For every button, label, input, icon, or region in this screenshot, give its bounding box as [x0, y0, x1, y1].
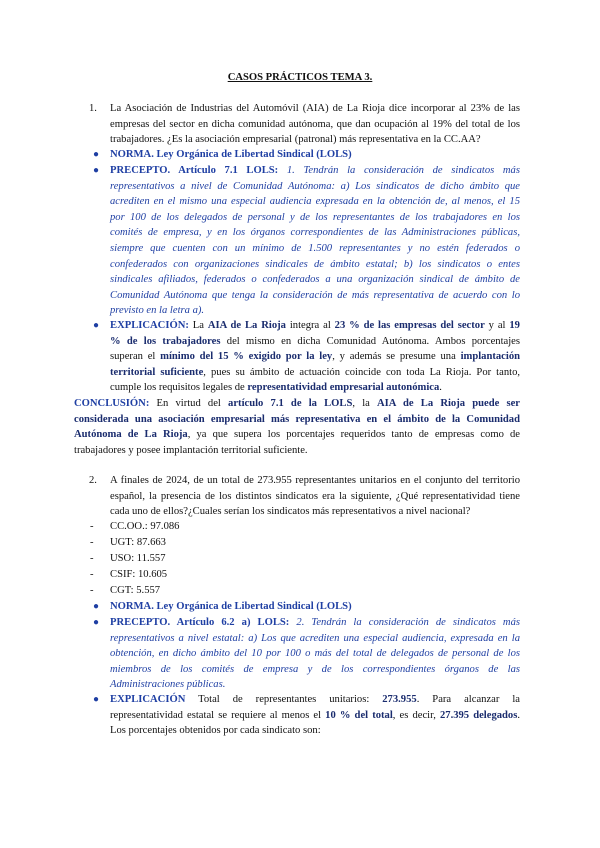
case2-precepto-label: PRECEPTO. Artículo 6.2 a) LOLS:: [110, 617, 290, 628]
case1-statement-line: empresas del sector en dicha comunidad autónoma, que dan ocupación al 19% del total de los: [110, 118, 520, 130]
text-run: artículo 7.1 de la LOLS: [228, 398, 353, 409]
text-run: 23 % de las empresas del sector: [334, 320, 485, 331]
case1-statement-line: La Asociación de Industrias del Automóvil (AIA) de La Rioja dice incorporar al 23% de las: [110, 103, 520, 114]
union-item: CGT: 5.557: [110, 585, 161, 596]
case1-precepto: [110, 163, 520, 319]
text-run: Total de representantes unitarios:: [198, 694, 370, 705]
text-run: cumple los requisitos legales de: [110, 382, 245, 394]
text-run: Los porcentajes obtenidos por cada sindicato son:: [110, 725, 321, 737]
text-run: , pues su ámbito de actuación coincide con toda La Rioja. Por tanto,: [203, 366, 521, 378]
text-run: .: [517, 709, 520, 721]
dash-icon: -: [90, 569, 94, 580]
case2-precepto-line: 2. Tendrán la consideración de sindicatos más: [296, 617, 520, 628]
bullet-icon: ●: [92, 165, 100, 176]
text-run: AIA de La Rioja: [207, 320, 286, 331]
case2-precepto-line: Administraciones públicas.: [110, 679, 226, 691]
document-title: CASOS PRÁCTICOS TEMA 3.: [227, 72, 373, 83]
text-run: superan el: [110, 351, 156, 363]
case1-statement-line: trabajadores. ¿Es la asociación empresarial (patronal) más representativa en la CC.AA?: [110, 134, 481, 146]
case1-precepto-line: 1. Tendrán la consideración de sindicatos más: [286, 165, 520, 176]
case2-precepto-line: miembros de los comités de empresa y de los correspondientes órganos de las: [110, 663, 520, 675]
text-run: .: [439, 382, 442, 394]
text-run: del mismo en dicha Comunidad Autónoma. Ambos porcentajes: [226, 335, 521, 347]
bullet-icon: ●: [92, 149, 100, 160]
text-run: implantación: [460, 351, 521, 363]
case1-number: 1.: [89, 103, 97, 114]
case2-norma: NORMA. Ley Orgánica de Libertad Sindical (LOLS): [110, 601, 352, 612]
dash-icon: -: [90, 553, 94, 564]
text-run: trabajadores y posee implantación territorial suficiente.: [74, 444, 308, 456]
text-run: 19: [509, 320, 520, 331]
text-run: , la: [352, 398, 370, 409]
case2-precepto-line: representativos a nivel estatal: a) Los que acrediten una especial audiencia, expresada en la: [110, 632, 520, 644]
case1-precepto-label: PRECEPTO. Artículo 7.1 LOLS:: [110, 165, 279, 176]
dash-icon: -: [90, 585, 94, 596]
case2-precepto: [110, 615, 520, 693]
union-item: CC.OO.: 97.086: [110, 521, 180, 532]
case1-precepto-line: por 100 de los delegados de personal y de los representantes de los trabajadores en los: [110, 211, 520, 223]
union-item: UGT: 87.663: [110, 537, 166, 548]
case1-precepto-line: sindicales afiliados, federados o confederados a una organización sindical de ámbito de: [110, 274, 520, 286]
case2-number: 2.: [89, 475, 97, 486]
text-run: , y además se presume una: [332, 351, 456, 363]
text-run: considerada una asociación empresarial más representativa en el ámbito de la Comunidad: [74, 413, 520, 425]
text-run: y al: [488, 320, 506, 331]
bullet-icon: ●: [92, 320, 100, 331]
text-run: representatividad empresarial autonómica: [247, 382, 440, 394]
union-item: CSIF: 10.605: [110, 569, 168, 580]
text-run: % de los trabajadores: [110, 335, 221, 347]
text-run: territorial suficiente: [110, 366, 204, 378]
case2-statement-line: A finales de 2024, de un total de 273.955 representantes unitarios en el conjunto del territorio: [110, 475, 520, 486]
case2-precepto-line: obtención, en dicho ámbito del 10 por 100 o más del total de delegados de personal de los: [110, 648, 520, 660]
case1-conclusion: [74, 396, 520, 458]
text-run: La: [192, 320, 204, 331]
text-run: Autónoma de La Rioja: [74, 429, 188, 441]
case1-norma: NORMA. Ley Orgánica de Libertad Sindical (LOLS): [110, 149, 352, 160]
text-run: . Para alcanzar la: [416, 694, 520, 705]
text-run: , ya que supera los porcentajes requeridos tanto de empresas como de: [187, 429, 521, 441]
case1-precepto-line: siempre que cuenten con un mínimo de 1.500 representantes y no estén federados o: [110, 242, 520, 254]
text-run: 273.955: [382, 694, 417, 705]
dash-icon: -: [90, 537, 94, 548]
text-run: , es decir,: [392, 709, 436, 721]
case1-precepto-line: representativos a nivel de Comunidad Autónoma: a) Los sindicatos de dicho ámbito que: [110, 180, 520, 192]
case2-statement-line: cada uno de ellos?¿Cuales serían los sindicatos más representativos a nivel nacional?: [110, 506, 471, 518]
case2-explicacion: [110, 692, 520, 739]
case1-precepto-line: previsto en la letra a).: [110, 305, 205, 317]
text-run: AIA de La Rioja puede ser: [377, 398, 520, 409]
text-run: representatividad estatal se requiere al menos el: [110, 709, 322, 721]
case1-precepto-line: confederados con organizaciones sindicales de ámbito estatal; b) los sindicatos o entes: [110, 258, 520, 270]
text-run: 10 % del total: [325, 709, 393, 721]
bullet-icon: ●: [92, 694, 100, 705]
text-run: En virtud del: [156, 398, 221, 409]
case1-precepto-line: acrediten en el mismo una especial audiencia expresada en la obtención de, al menos, el 15: [110, 196, 520, 208]
case2-statement: [110, 473, 520, 520]
bullet-icon: ●: [92, 601, 100, 612]
case1-statement: [110, 101, 520, 148]
text-run: mínimo del 15 % exigido por la ley: [160, 351, 333, 363]
bullet-icon: ●: [92, 617, 100, 628]
case2-statement-line: español, la presencia de los distintos sindicatos era la siguiente, ¿Qué representatividad tiene: [110, 490, 520, 502]
dash-icon: -: [90, 521, 94, 532]
text-run: integra al: [289, 320, 331, 331]
case1-precepto-line: comités de empresa, y en los órganos correspondientes de las Administraciones públicas,: [110, 227, 520, 239]
case1-explicacion: [110, 318, 520, 396]
union-item: USO: 11.557: [110, 553, 166, 564]
case2-explicacion-label: EXPLICACIÓN: [110, 694, 186, 705]
case1-explicacion-label: EXPLICACIÓN:: [110, 320, 189, 331]
case1-precepto-line: Comunidad Autónoma que tenga la consideración de más representativa de acuerdo con lo: [110, 289, 520, 301]
case1-conclusion-label: CONCLUSIÓN:: [74, 398, 150, 409]
text-run: 27.395 delegados: [439, 709, 518, 721]
